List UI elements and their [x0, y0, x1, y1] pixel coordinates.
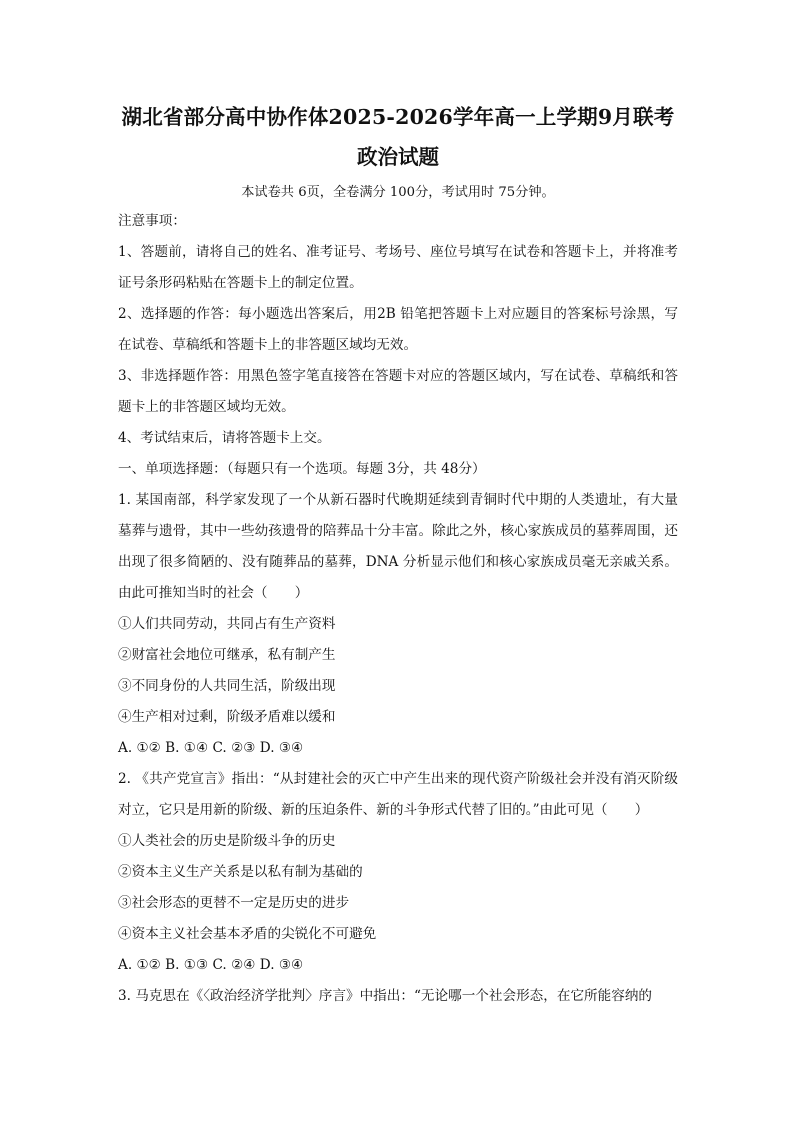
question-stem: 3. 马克思在《〈政治经济学批判〉序言》中指出：“无论哪一个社会形态，在它所能容纳的 [118, 988, 652, 1004]
notice-item: 1、答题前，请将自己的姓名、准考证号、考场号、座位号填写在试卷和答题卡上，并将准考证号条形码粘贴在答题卡上的制定位置。 [118, 244, 678, 291]
choice-c: C. ②③ [212, 740, 256, 756]
section-heading: 一、单项选择题：（每题只有一个选项。每题 3分，共 48分） [118, 461, 486, 477]
choice-a: A. ①② [118, 957, 161, 973]
answer-choices [118, 950, 678, 981]
document-title: 湖北省部分高中协作体2025-2026学年高一上学期9月联考 [121, 105, 675, 129]
question-stem: 1. 某国南部，科学家发现了一个从新石器时代晚期延续到青铜时代中期的人类遗址，有大量墓葬与遗骨，其中一些幼孩遗骨的陪葬品十分丰富。除此之外，核心家族成员的墓葬周围，还出现了很多简陋的、没有随葬品的墓葬，DNA 分析显示他们和核心家族成员毫无亲戚关系。由此可推知当时的社会（ ） [118, 492, 678, 601]
question-2 [118, 764, 678, 981]
choice-c: C. ②④ [212, 957, 256, 973]
question-option: ②财富社会地位可继承，私有制产生 [118, 647, 336, 663]
document-subtitle: 政治试题 [357, 145, 439, 169]
notice-item: 2、选择题的作答：每小题选出答案后，用2B 铅笔把答题卡上对应题目的答案标号涂黑，写在试卷、草稿纸和答题卡上的非答题区域均无效。 [118, 306, 678, 353]
choice-b: B. ①③ [165, 957, 209, 973]
question-option: ②资本主义生产关系是以私有制为基础的 [118, 864, 363, 880]
notice-item: 3、非选择题作答：用黑色签字笔直接答在答题卡对应的答题区域内，写在试卷、草稿纸和答题卡上的非答题区域均无效。 [118, 368, 678, 415]
question-stem: 2. 《共产党宣言》指出：“从封建社会的灭亡中产生出来的现代资产阶级社会并没有消灭阶级对立，它只是用新的阶级、新的压迫条件、新的斗争形式代替了旧的。”由此可见（ ） [118, 771, 678, 818]
question-option: ④资本主义社会基本矛盾的尖锐化不可避免 [118, 926, 377, 942]
question-3 [118, 981, 678, 1012]
notice-heading: 注意事项： [118, 213, 186, 229]
notice-item: 4、考试结束后，请将答题卡上交。 [118, 430, 331, 446]
question-option: ③社会形态的更替不一定是历史的进步 [118, 895, 350, 911]
question-option: ④生产相对过剩，阶级矛盾难以缓和 [118, 709, 336, 725]
question-option: ①人类社会的历史是阶级斗争的历史 [118, 833, 336, 849]
choice-d: D. ③④ [259, 957, 304, 973]
exam-info: 本试卷共 6页，全卷满分 100分，考试用时 75分钟。 [241, 185, 555, 200]
question-1 [118, 485, 678, 764]
question-option: ①人们共同劳动，共同占有生产资料 [118, 616, 336, 632]
answer-choices [118, 733, 678, 764]
document-content [118, 100, 678, 1012]
choice-b: B. ①④ [165, 740, 209, 756]
question-option: ③不同身份的人共同生活，阶级出现 [118, 678, 336, 694]
choice-a: A. ①② [118, 740, 161, 756]
choice-d: D. ③④ [259, 740, 304, 756]
